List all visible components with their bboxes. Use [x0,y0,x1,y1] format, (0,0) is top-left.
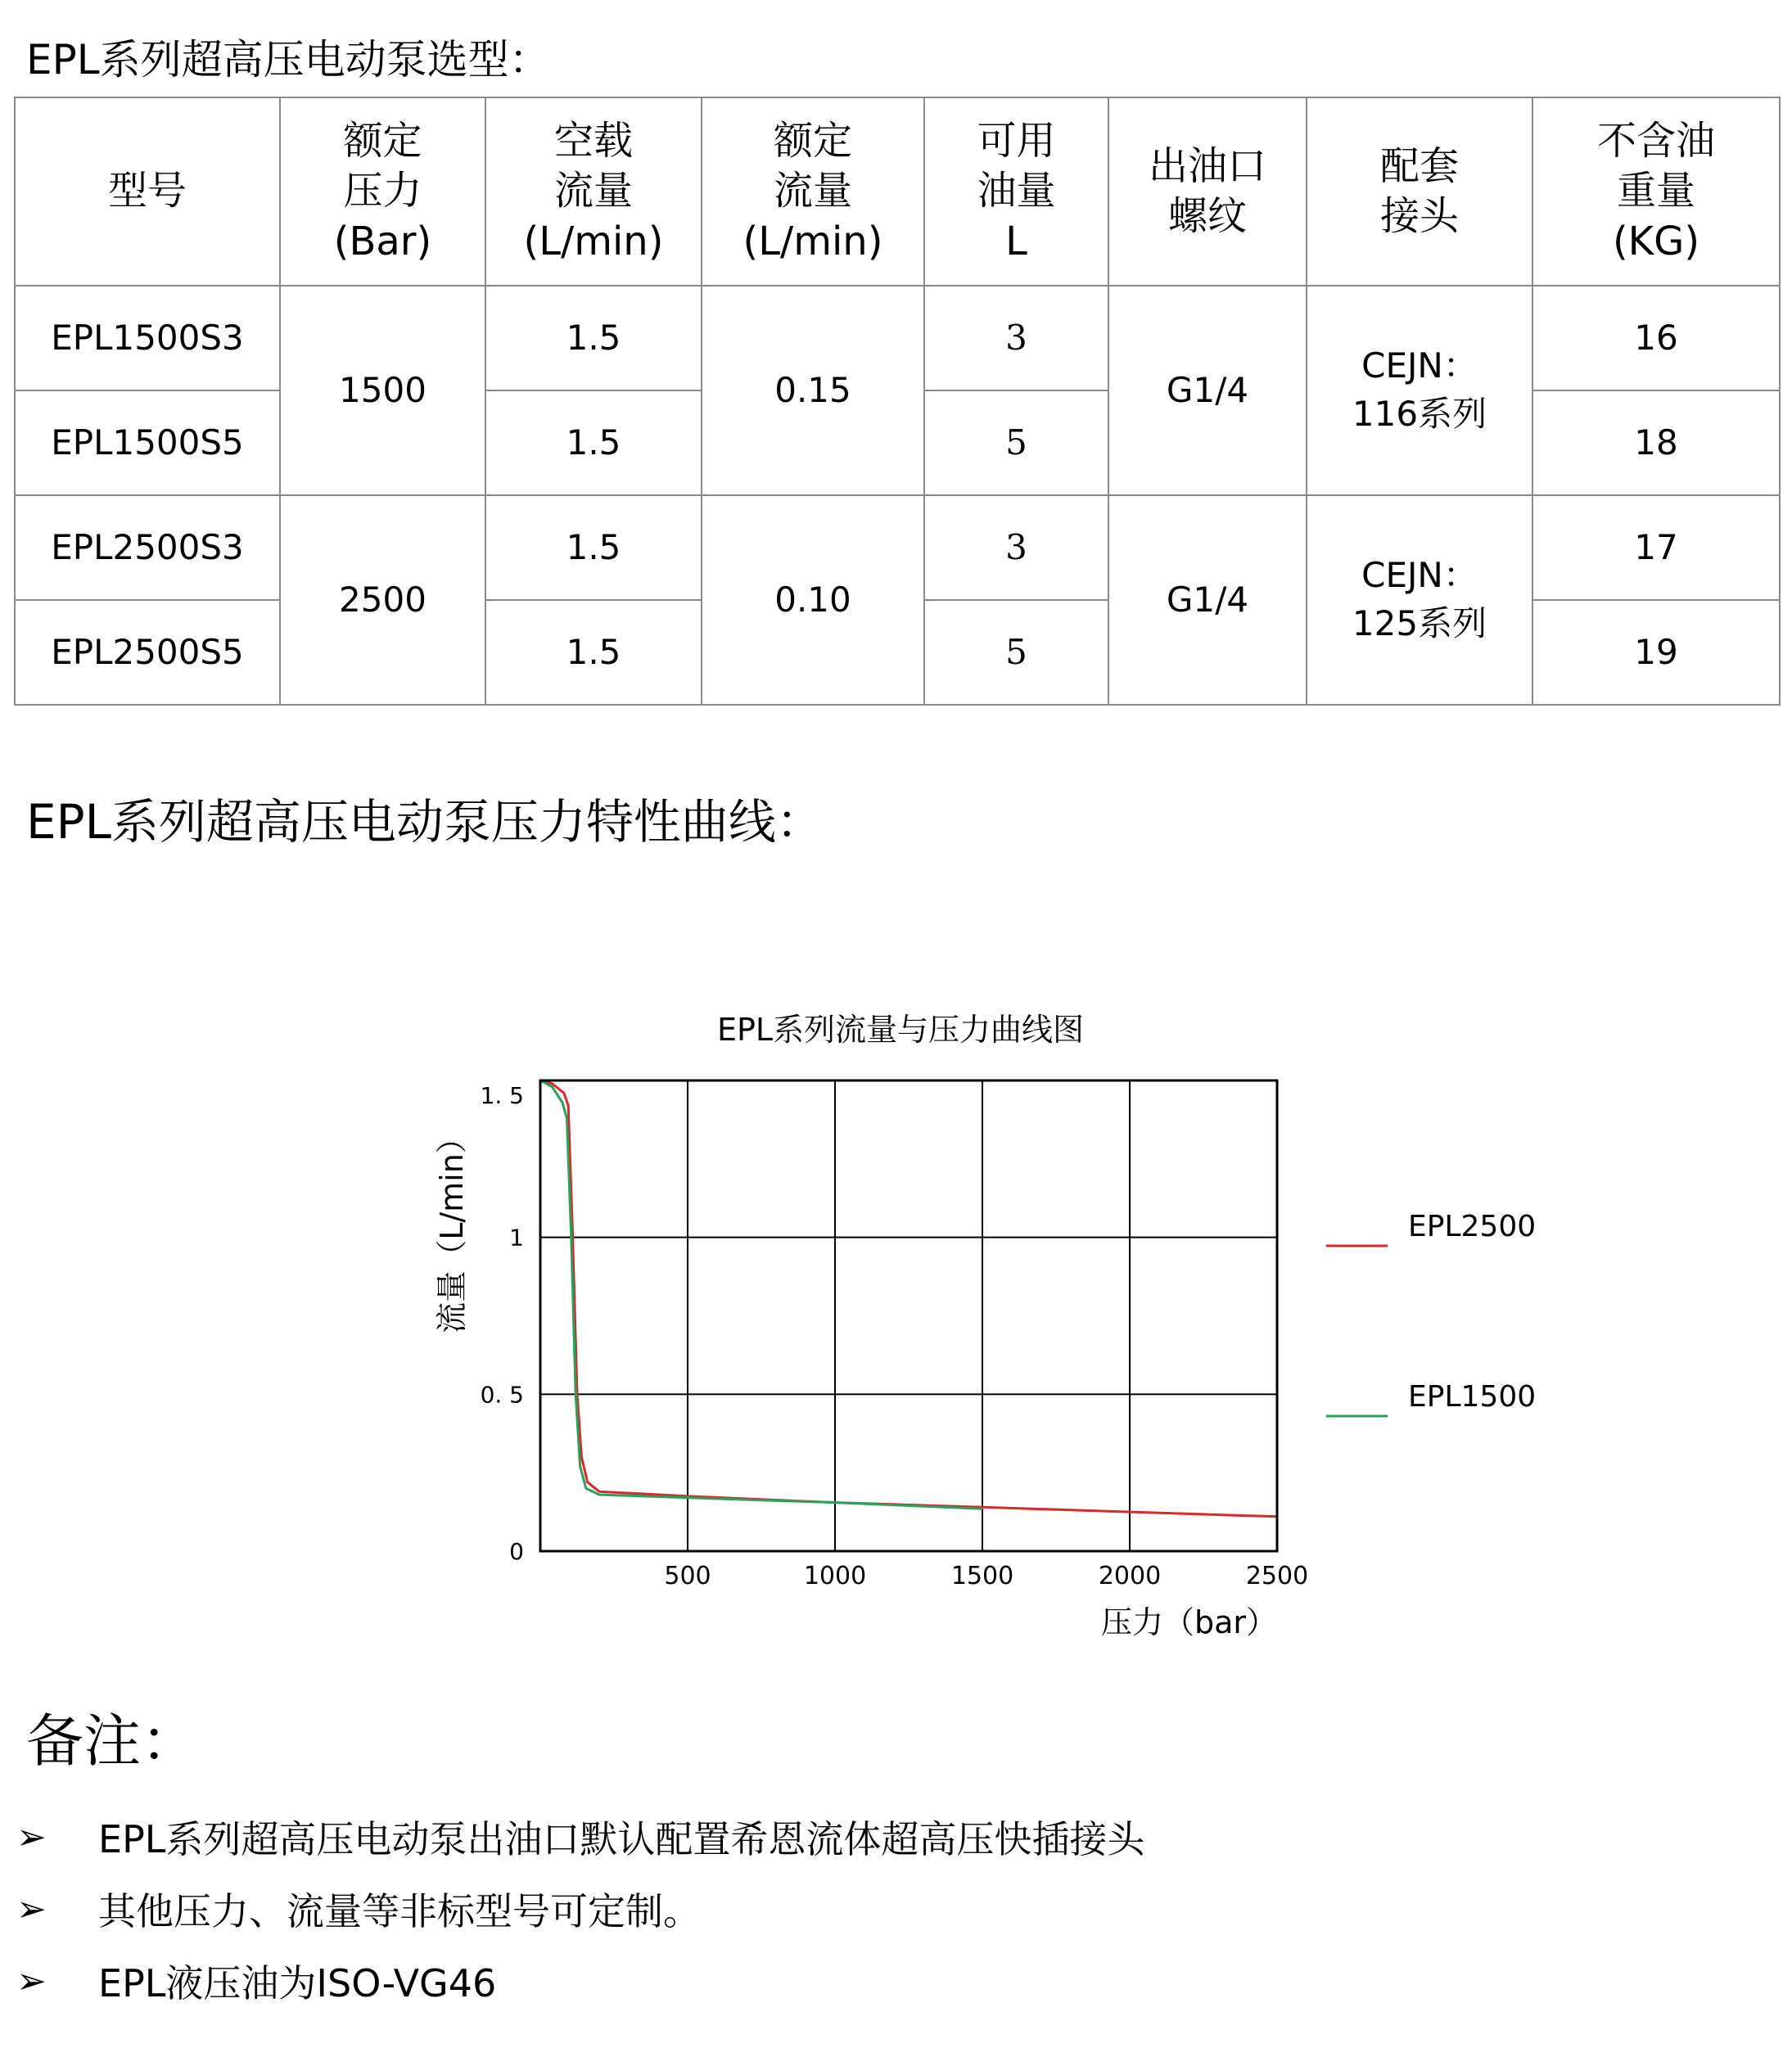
cell-outlet-thread: G1/4 [1108,495,1307,705]
cell-rated-pressure: 2500 [280,495,485,705]
y-axis-label: 流量（L/min） [434,1122,470,1333]
cell-rated-flow: 0.10 [702,495,924,705]
cell-idle-flow: 1.5 [485,390,702,495]
header-connector: 配套 接头 [1307,97,1532,286]
notes-section-title: 备注： [26,1707,198,1775]
y-tick-label: 0. 5 [480,1381,524,1409]
x-tick-label: 2500 [1245,1562,1309,1590]
cell-oil-volume: 3 [924,286,1108,390]
cell-model: EPL1500S5 [15,390,280,495]
cell-model: EPL2500S3 [15,495,280,600]
legend-label: EPL1500 [1408,1380,1537,1414]
x-tick-label: 1500 [950,1562,1014,1590]
x-tick-label: 1000 [803,1562,867,1590]
cell-oil-volume: 3 [924,495,1108,600]
cell-weight: 18 [1532,390,1780,495]
note-text: EPL系列超高压电动泵出油口默认配置希恩流体超高压快插接头 [98,1817,1145,1861]
header-rated-pressure: 额定 压力 (Bar) [280,97,485,286]
cell-oil-volume: 5 [924,600,1108,705]
arrow-bullet-icon: ➢ [16,1960,47,2002]
series-line-epl1500 [540,1080,982,1509]
curve-section-title: EPL系列超高压电动泵压力特性曲线： [26,794,824,850]
spec-table [14,97,1781,706]
cell-outlet-thread: G1/4 [1108,286,1307,495]
cell-oil-volume: 5 [924,390,1108,495]
chart-title: EPL系列流量与压力曲线图 [716,1012,1085,1048]
y-tick-label: 1 [509,1224,524,1252]
header-rated-flow: 额定 流量 (L/min) [702,97,924,286]
cell-weight: 17 [1532,495,1780,600]
x-axis-label: 压力（bar） [1100,1604,1277,1640]
table-header-row [15,97,1780,286]
list-item [16,1801,1736,1873]
arrow-bullet-icon: ➢ [16,1888,47,1930]
header-model: 型号 [15,97,280,286]
spec-section-title: EPL系列超高压电动泵选型： [26,36,550,83]
legend-label: EPL2500 [1408,1210,1537,1243]
cell-weight: 16 [1532,286,1780,390]
arrow-bullet-icon: ➢ [16,1816,47,1858]
header-idle-flow: 空载 流量 (L/min) [485,97,702,286]
flow-pressure-chart [426,1011,1621,1666]
y-axis-ticks [481,1082,524,1565]
header-weight: 不含油 重量 (KG) [1532,97,1780,286]
header-outlet-thread: 出油口 螺纹 [1108,97,1307,286]
cell-rated-pressure: 1500 [280,286,485,495]
series-line-epl2500 [540,1080,1277,1517]
x-tick-label: 2000 [1098,1562,1162,1590]
header-oil-volume: 可用 油量 L [924,97,1108,286]
cell-weight: 19 [1532,600,1780,705]
chart-plot-frame [540,1080,1277,1551]
y-tick-label: 1. 5 [480,1082,524,1109]
note-text: EPL液压油为ISO-VG46 [98,1961,497,2005]
cell-model: EPL2500S5 [15,600,280,705]
x-tick-label: 500 [664,1562,711,1590]
cell-idle-flow: 1.5 [485,495,702,600]
cell-connector: CEJN： 116系列 [1307,286,1532,495]
cell-idle-flow: 1.5 [485,286,702,390]
y-tick-label: 0 [509,1538,524,1565]
chart-series [540,1080,1277,1517]
table-row [15,495,1780,600]
chart-legend [1326,1210,1536,1416]
chart-grid [540,1080,1277,1551]
cell-model: EPL1500S3 [15,286,280,390]
cell-idle-flow: 1.5 [485,600,702,705]
note-text: 其他压力、流量等非标型号可定制。 [98,1889,701,1933]
cell-rated-flow: 0.15 [702,286,924,495]
table-row [15,286,1780,390]
cell-connector: CEJN： 125系列 [1307,495,1532,705]
list-item [16,1945,1736,2017]
list-item [16,1873,1736,1945]
notes-list [16,1801,1736,2017]
x-axis-ticks [664,1562,1308,1590]
